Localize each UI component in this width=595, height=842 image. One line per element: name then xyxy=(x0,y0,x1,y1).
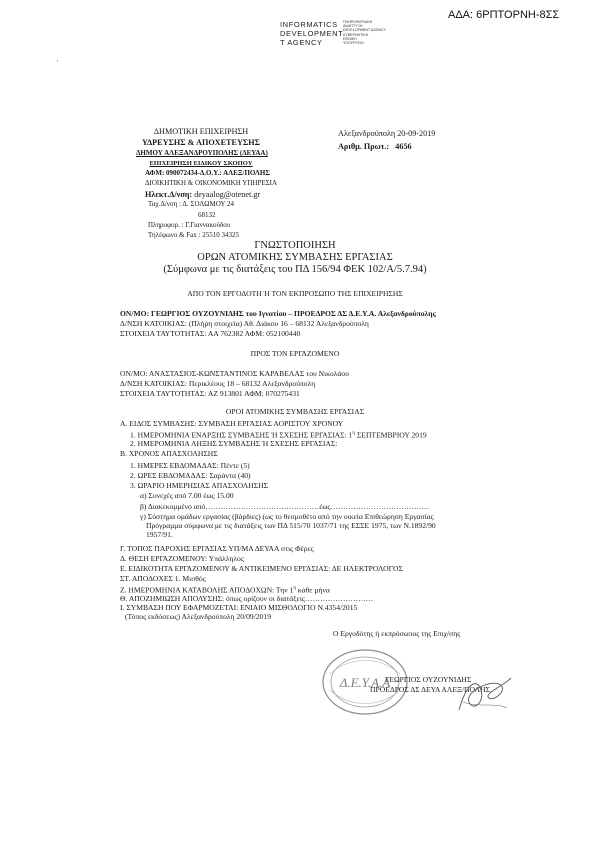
term-a2: 2. ΗΜΕΡΟΜΗΝΙΑ ΛΗΞΗΣ ΣΥΜΒΑΣΗΣ Ή ΣΧΕΣΗΣ ΕΡΓΑΣΙΑΣ: xyxy=(130,439,338,448)
term-b3c-line2: Πρόγραμμα σύμφωνα με τις διατάξεις των ΠΔ 515/70 1037/71 της ΕΣΣΕ 1975, των Ν.1892/90 xyxy=(146,521,436,530)
doc-title: ΓΝΩΣΤΟΠΟΙΗΣΗ xyxy=(254,240,336,251)
doc-legal-basis: (Σύμφωνα με τις διατάξεις του ΠΔ 156/94 ΦΕΚ 102/Α/5.7.94) xyxy=(163,264,427,275)
term-b3a: α) Συνεχές από 7.00 έως 15.00 xyxy=(140,491,234,500)
term-th: Θ. ΑΠΟΖΗΜΙΩΣΗ ΑΠΟΛΥΣΗΣ: όπως ορίζουν οι διατάξεις……………………… xyxy=(120,594,374,603)
employee-heading: ΠΡΟΣ ΤΟΝ ΕΡΓΑΖΟΜΕΝΟ xyxy=(250,349,340,358)
handwritten-signature xyxy=(455,672,515,718)
term-b3: 3. ΩΡΑΡΙΟ ΗΜΕΡΗΣΙΑΣ ΑΠΑΣΧΟΛΗΣΗΣ xyxy=(130,481,269,490)
employee-address: Δ/ΝΣΗ ΚΑΤΟΙΚΙΑΣ: Περικλέους 18 – 68132 Αλεξανδρούπολη xyxy=(120,379,316,388)
org-email: Ηλεκτ.Δ/νση: deyaalog@otenet.gr xyxy=(145,190,261,199)
term-e: Ε. ΕΙΔΙΚΟΤΗΤΑ ΕΡΓΑΖΟΜΕΝΟΥ & ΑΝΤΙΚΕΙΜΕΝΟ ΕΡΓΑΣΙΑΣ: ΔΕ ΗΛΕΚΤΡΟΛΟΓΟΣ xyxy=(120,564,403,573)
term-i: Ι. ΣΥΜΒΑΣΗ ΠΟΥ ΕΦΑΡΜΟΖΕΤΑΙ: ΕΝΙΑΙΟ ΜΙΣΘΟΛΟΓΙΟ Ν.4354/2015 xyxy=(120,603,358,612)
logo-text: INFORMATICS DEVELOPMENT T AGENCY xyxy=(280,20,344,47)
issue-place-date: (Τόπος εκδόσεως) Αλεξανδρούπολη 20/09/2019 xyxy=(125,612,272,621)
term-a1: 1. ΗΜΕΡΟΜΗΝΙΑ ΕΝΑΡΞΗΣ ΣΥΜΒΑΣΗΣ Ή ΣΧΕΣΗΣ ΕΡΓΑΣΙΑΣ: $1^\eta$ ΣΕΠΤΕΜΒΡΙΟΥ 2019 xyxy=(130,430,427,440)
ada-code: ΑΔΑ: 6ΡΠΤΟΡΝΗ-8ΣΣ xyxy=(448,9,560,21)
employer-id: ΣΤΟΙΧΕΙΑ ΤΑΥΤΟΤΗΤΑΣ: ΑΑ 762382 ΑΦΜ: 052100440 xyxy=(120,329,301,338)
org-phone: Τηλέφωνο & Fax : 25510 34325 xyxy=(148,231,239,239)
term-d: Δ. ΘΕΣΗ ΕΡΓΑΖΟΜΕΝΟΥ: Υπάλληλος xyxy=(120,554,244,563)
org-zip: 68132 xyxy=(198,211,216,219)
term-b3c-line3: 1957/91. xyxy=(146,530,173,539)
employer-name: ΟΝ/ΜΟ: ΓΕΩΡΓΙΟΣ ΟΥΖΟΥΝΙΔΗΣ του Ιγνατίου – ΠΡΟΕΔΡΟΣ ΔΣ Δ.Ε.Υ.Α. Αλεξανδρούπολης xyxy=(120,309,436,318)
signatory-label: Ο Εργοδότης ή εκπρόσωπος της Επιχ/σης xyxy=(333,629,461,638)
term-b: Β. ΧΡΟΝΟΣ ΑΠΑΣΧΟΛΗΣΗΣ xyxy=(120,449,218,458)
employee-name: ΟΝ/ΜΟ: ΑΝΑΣΤΑΣΙΟΣ-ΚΩΝΣΤΑΝΤΙΝΟΣ ΚΑΡΑΒΕΛΑΣ του Νικολάου xyxy=(120,369,349,378)
org-line-2: ΥΔΡΕΥΣΗΣ & ΑΠΟΧΕΤΕΥΣΗΣ xyxy=(142,138,260,147)
org-afm: ΑΦΜ: 090072434-Δ.Ο.Υ.: ΑΛΕΞ/ΠΟΛΗΣ xyxy=(145,169,270,177)
scan-mark: ' xyxy=(57,60,59,66)
stamp-text: Δ.Ε.Υ.Α.Α xyxy=(339,675,391,690)
term-b3b: β) Διακεκομμένο από………………………………………έως………………………………… xyxy=(140,502,430,511)
org-line-4: ΕΠΙΧΕΙΡΗΣΗ ΕΙΔΙΚΟΥ ΣΚΟΠΟΥ xyxy=(149,160,253,167)
term-a: Α. ΕΙΔΟΣ ΣΥΜΒΑΣΗΣ: ΣΥΜΒΑΣΗ ΕΡΓΑΣΙΑΣ ΑΟΡΙΣΤΟΥ ΧΡΟΝΟΥ xyxy=(120,419,344,428)
org-info: Πληροφορ. : Γ.Γιαννακούδου xyxy=(148,221,231,229)
terms-heading: ΟΡΟΙ ΑΤΟΜΙΚΗΣ ΣΥΜΒΑΣΗΣ ΕΡΓΑΣΙΑΣ xyxy=(225,407,365,416)
logo-small-text: ΠΛΗΡΟΦΟΡΙΑΚΗ ΑΝΑΠΤΥΞΗ DEVELOPMENT AGENCY ΚΥΒΕΡΝΗΤΙΚΗ ΕΘΝΙΚΗ ΥΠΟΥΡΓΕΙΟ xyxy=(343,20,387,46)
employee-id: ΣΤΟΙΧΕΙΑ ΤΑΥΤΟΤΗΤΑΣ: ΑΖ 913801 ΑΦΜ: 070275431 xyxy=(120,389,300,398)
employer-heading: ΑΠΟ ΤΟΝ ΕΡΓΟΔΟΤΗ Ή ΤΟΝ ΕΚΠΡΟΣΩΠΟ ΤΗΣ ΕΠΙΧΕΙΡΗΣΗΣ xyxy=(187,289,403,298)
protocol-number: Αριθμ. Πρωτ.: 4656 xyxy=(338,142,412,151)
doc-subtitle: ΟΡΩΝ ΑΤΟΜΙΚΗΣ ΣΥΜΒΑΣΗΣ ΕΡΓΑΣΙΑΣ xyxy=(197,252,393,263)
signatory-name: ΓΕΩΡΓΙΟΣ ΟΥΖΟΥΝΙΔΗΣ xyxy=(385,675,472,684)
term-b1: 1. ΗΜΕΡΕΣ ΕΒΔΟΜΑΔΑΣ: Πέντε (5) xyxy=(130,461,250,470)
org-address: Ταχ.Δ/νση : Δ. ΣΟΛΩΜΟΥ 24 xyxy=(148,200,234,208)
term-b2: 2. ΩΡΕΣ ΕΒΔΟΜΑΔΑΣ: Σαράντα (40) xyxy=(130,471,251,480)
org-dept: ΔΙΟΙΚΗΤΙΚΗ & ΟΙΚΟΝΟΜΙΚΗ ΥΠΗΡΕΣΙΑ xyxy=(145,179,278,187)
term-b3c-line1: γ) Σύστημα ομάδων εργασίας (βάρδιες) (ως το θεσμοθέτο από την οικεία Επιθεώρηση Εργασίας xyxy=(140,512,434,521)
term-st: ΣΤ. ΑΠΟΔΟΧΕΣ 1. Μισθός xyxy=(120,574,206,583)
org-line-3: ΔΗΜΟΥ ΑΛΕΞΑΝΔΡΟΥΠΟΛΗΣ (ΔΕΥΑΑ) xyxy=(136,149,268,157)
employer-address: Δ/ΝΣΗ ΚΑΤΟΙΚΙΑΣ: (Πλήρη στοιχεία) Αθ. Διάκου 16 – 68132 Αλεξανδρούπολη xyxy=(120,319,369,328)
doc-date: Αλεξανδρούπολη 20-09-2019 xyxy=(338,129,436,138)
org-line-1: ΔΗΜΟΤΙΚΗ ΕΠΙΧΕΙΡΗΣΗ xyxy=(153,127,249,136)
signatory-role: ΠΡΟΕΔΡΟΣ ΔΣ ΔΕΥΑ ΑΛΕΞ/ΠΟΛΗΣ xyxy=(370,685,491,694)
term-g: Γ. ΤΟΠΟΣ ΠΑΡΟΧΗΣ ΕΡΓΑΣΙΑΣ ΥΠ/ΜΑ ΔΕΥΑΑ στις Φέρες xyxy=(120,544,314,553)
term-z: Ζ. ΗΜΕΡΟΜΗΝΙΑ ΚΑΤΑΒΟΛΗΣ ΑΠΟΔΟΧΩΝ: Την $1^\eta$ κάθε μήνα xyxy=(120,585,330,595)
